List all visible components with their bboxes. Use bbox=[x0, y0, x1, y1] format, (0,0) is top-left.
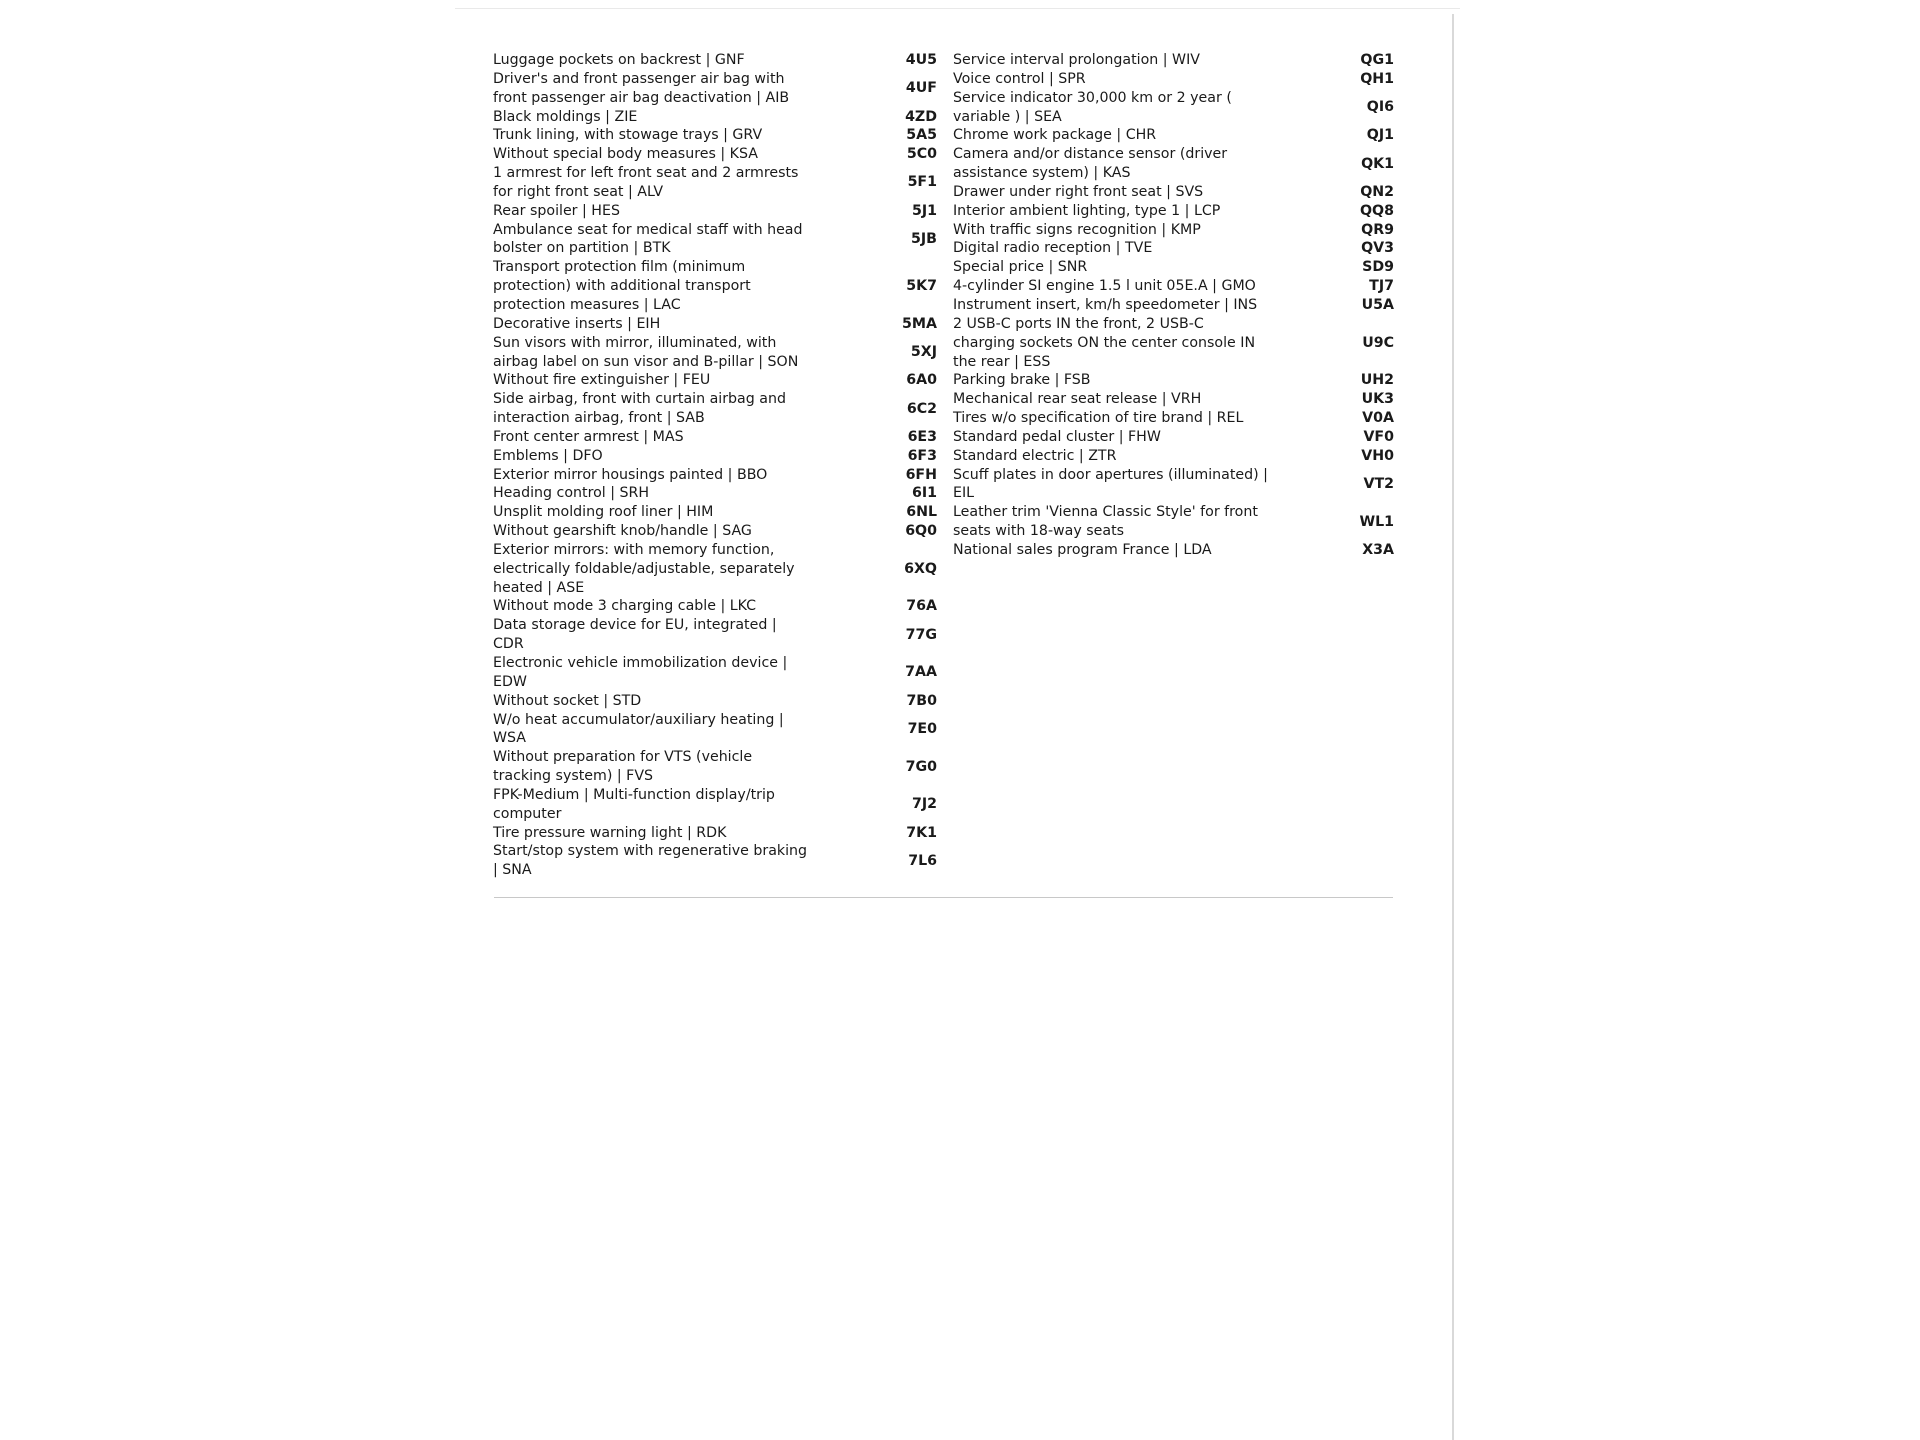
equipment-row bbox=[953, 315, 1394, 372]
option-description: 1 armrest for left front seat and 2 armrests for right front seat | ALV bbox=[493, 165, 799, 200]
option-description: Parking brake | FSB bbox=[953, 372, 1091, 389]
equipment-row bbox=[493, 221, 937, 259]
option-code: 5A5 bbox=[906, 127, 937, 144]
equipment-row bbox=[493, 503, 937, 522]
equipment-row bbox=[953, 51, 1394, 70]
equipment-row bbox=[493, 786, 937, 824]
option-code: VT2 bbox=[1363, 475, 1394, 492]
option-description: Side airbag, front with curtain airbag and interaction airbag, front | SAB bbox=[493, 391, 786, 427]
equipment-row bbox=[953, 126, 1394, 145]
option-description: Black moldings | ZIE bbox=[493, 108, 638, 125]
option-description: Voice control | SPR bbox=[953, 70, 1086, 87]
option-description: Mechanical rear seat release | VRH bbox=[953, 391, 1202, 408]
option-code: QH1 bbox=[1360, 70, 1394, 87]
option-description: Heading control | SRH bbox=[493, 485, 650, 502]
equipment-row bbox=[493, 654, 937, 692]
option-description: Interior ambient lighting, type 1 | LCP bbox=[953, 202, 1221, 219]
option-code: QV3 bbox=[1361, 240, 1394, 257]
option-code: 6C2 bbox=[906, 400, 937, 417]
equipment-list-right bbox=[953, 51, 1394, 560]
option-description: Camera and/or distance sensor (driver assistance system) | KAS bbox=[953, 146, 1228, 182]
option-code: 6Q0 bbox=[905, 523, 937, 540]
option-code: 7J2 bbox=[911, 796, 937, 813]
equipment-row bbox=[953, 183, 1394, 202]
option-description: Without mode 3 charging cable | LKC bbox=[493, 598, 757, 615]
equipment-row bbox=[953, 202, 1394, 221]
equipment-row bbox=[493, 428, 937, 447]
equipment-row bbox=[493, 126, 937, 145]
option-description: Unsplit molding roof liner | HIM bbox=[493, 504, 714, 521]
equipment-row bbox=[953, 428, 1394, 447]
option-code: 7E0 bbox=[907, 720, 937, 737]
option-code: QG1 bbox=[1360, 52, 1394, 68]
equipment-row bbox=[953, 70, 1394, 89]
equipment-row bbox=[493, 597, 937, 616]
option-code: 7K1 bbox=[906, 824, 937, 841]
option-code: WL1 bbox=[1359, 513, 1394, 530]
option-description: Chrome work package | CHR bbox=[953, 127, 1157, 144]
option-description: Scuff plates in door apertures (illuminated) | EIL bbox=[953, 466, 1268, 502]
equipment-row bbox=[493, 541, 937, 598]
option-description: Tires w/o specification of tire brand | REL bbox=[953, 410, 1244, 427]
page-top-edge bbox=[455, 8, 1460, 9]
option-code: QJ1 bbox=[1366, 127, 1394, 144]
option-description: Without preparation for VTS (vehicle tracking system) | FVS bbox=[493, 749, 753, 785]
option-description: Without socket | STD bbox=[493, 692, 642, 709]
equipment-row bbox=[493, 692, 937, 711]
option-description: Ambulance seat for medical staff with head bolster on partition | BTK bbox=[493, 221, 803, 257]
option-description: Without fire extinguisher | FEU bbox=[493, 372, 711, 389]
option-code: 6NL bbox=[906, 504, 937, 521]
equipment-row bbox=[493, 202, 937, 221]
option-code: 7L6 bbox=[908, 852, 937, 869]
option-code: U9C bbox=[1362, 334, 1394, 351]
equipment-row bbox=[493, 711, 937, 749]
option-description: Service indicator 30,000 km or 2 year ( variable ) | SEA bbox=[953, 89, 1232, 125]
option-description: Sun visors with mirror, illuminated, with airbag label on sun visor and B-pillar | SON bbox=[493, 334, 799, 370]
option-description: Decorative inserts | EIH bbox=[493, 315, 661, 332]
option-description: Special price | SNR bbox=[953, 259, 1088, 276]
equipment-row bbox=[493, 315, 937, 334]
option-code: 5J1 bbox=[911, 202, 937, 219]
option-code: V0A bbox=[1362, 410, 1394, 427]
equipment-row bbox=[953, 296, 1394, 315]
equipment-list-left bbox=[493, 51, 937, 880]
equipment-row bbox=[493, 484, 937, 503]
option-code: 7AA bbox=[905, 664, 937, 681]
equipment-row bbox=[493, 842, 937, 880]
option-code: QR9 bbox=[1361, 221, 1394, 238]
equipment-row bbox=[953, 239, 1394, 258]
option-description: W/o heat accumulator/auxiliary heating | WSA bbox=[493, 711, 784, 747]
option-code: 6F3 bbox=[907, 447, 937, 464]
equipment-row bbox=[953, 390, 1394, 409]
option-description: FPK-Medium | Multi-function display/trip computer bbox=[493, 786, 775, 822]
equipment-row bbox=[493, 824, 937, 843]
option-code: U5A bbox=[1361, 296, 1394, 313]
option-code: UH2 bbox=[1360, 372, 1394, 389]
option-code: 4UF bbox=[905, 80, 937, 97]
option-description: Without special body measures | KSA bbox=[493, 146, 758, 163]
option-description: Trunk lining, with stowage trays | GRV bbox=[493, 127, 763, 144]
equipment-row bbox=[953, 221, 1394, 240]
option-code: 4ZD bbox=[905, 108, 937, 125]
option-code: QQ8 bbox=[1360, 202, 1394, 219]
option-code: 6FH bbox=[905, 466, 937, 483]
equipment-row bbox=[493, 616, 937, 654]
option-description: Driver's and front passenger air bag with front passenger air bag deactivation | AIB bbox=[493, 70, 790, 106]
option-description: Luggage pockets on backrest | GNF bbox=[493, 52, 745, 68]
equipment-row bbox=[953, 145, 1394, 183]
equipment-row bbox=[953, 466, 1394, 504]
equipment-row bbox=[493, 748, 937, 786]
option-code: UK3 bbox=[1361, 391, 1394, 408]
option-description: Exterior mirror housings painted | BBO bbox=[493, 466, 768, 483]
option-code: X3A bbox=[1362, 541, 1394, 558]
option-description: Front center armrest | MAS bbox=[493, 428, 684, 445]
option-code: 5F1 bbox=[907, 174, 937, 191]
option-description: 4-cylinder SI engine 1.5 l unit 05E.A | GMO bbox=[953, 278, 1256, 295]
equipment-row bbox=[493, 258, 937, 315]
equipment-row bbox=[953, 409, 1394, 428]
option-description: With traffic signs recognition | KMP bbox=[953, 221, 1201, 238]
option-code: 6A0 bbox=[906, 372, 937, 389]
equipment-row bbox=[493, 466, 937, 485]
equipment-row bbox=[493, 145, 937, 164]
equipment-row bbox=[493, 371, 937, 390]
option-code: QI6 bbox=[1366, 99, 1394, 116]
option-code: 4U5 bbox=[905, 52, 937, 68]
option-code: QK1 bbox=[1361, 155, 1394, 172]
equipment-row bbox=[493, 447, 937, 466]
equipment-row bbox=[953, 371, 1394, 390]
option-code: 6I1 bbox=[911, 485, 937, 502]
equipment-row bbox=[493, 164, 937, 202]
option-description: Standard pedal cluster | FHW bbox=[953, 428, 1161, 445]
equipment-row bbox=[953, 89, 1394, 127]
equipment-row bbox=[493, 334, 937, 372]
option-description: Transport protection film (minimum protection) with additional transport protection measures | LAC bbox=[493, 259, 751, 313]
option-description: Standard electric | ZTR bbox=[953, 447, 1117, 464]
option-description: Instrument insert, km/h speedometer | INS bbox=[953, 296, 1258, 313]
option-description: Digital radio reception | TVE bbox=[953, 240, 1153, 257]
equipment-row bbox=[493, 51, 937, 70]
equipment-row bbox=[953, 541, 1394, 560]
option-code: SD9 bbox=[1362, 259, 1394, 276]
option-code: QN2 bbox=[1360, 183, 1394, 200]
option-description: Start/stop system with regenerative braking | SNA bbox=[493, 843, 808, 879]
divider-rule bbox=[494, 897, 1393, 898]
option-description: Exterior mirrors: with memory function, electrically foldable/adjustable, separately heated | ASE bbox=[493, 541, 795, 596]
option-description: 2 USB-C ports IN the front, 2 USB-C charging sockets ON the center console IN the rear | ESS bbox=[953, 315, 1256, 370]
equipment-row bbox=[953, 447, 1394, 466]
option-code: VH0 bbox=[1361, 447, 1394, 464]
option-code: 5MA bbox=[902, 315, 937, 332]
option-description: Emblems | DFO bbox=[493, 447, 603, 464]
option-code: 7G0 bbox=[905, 758, 937, 775]
option-description: Tire pressure warning light | RDK bbox=[493, 824, 727, 841]
option-description: Service interval prolongation | WIV bbox=[953, 52, 1200, 68]
option-description: Data storage device for EU, integrated | CDR bbox=[493, 617, 777, 653]
option-code: 6XQ bbox=[904, 560, 937, 577]
option-description: Leather trim 'Vienna Classic Style' for front seats with 18-way seats bbox=[953, 504, 1258, 540]
option-description: Without gearshift knob/handle | SAG bbox=[493, 523, 752, 540]
page-right-edge bbox=[1452, 14, 1454, 1440]
option-code: 6E3 bbox=[907, 428, 937, 445]
option-code: TJ7 bbox=[1369, 278, 1394, 295]
option-description: Drawer under right front seat | SVS bbox=[953, 183, 1204, 200]
option-description: National sales program France | LDA bbox=[953, 541, 1212, 558]
equipment-row bbox=[953, 277, 1394, 296]
option-code: VF0 bbox=[1363, 428, 1394, 445]
option-code: 5XJ bbox=[910, 344, 937, 361]
option-code: 7B0 bbox=[906, 692, 937, 709]
equipment-row bbox=[493, 390, 937, 428]
equipment-row bbox=[953, 258, 1394, 277]
equipment-row bbox=[493, 522, 937, 541]
option-code: 76A bbox=[906, 598, 937, 615]
option-code: 5C0 bbox=[906, 146, 937, 163]
option-code: 77G bbox=[905, 626, 937, 643]
option-code: 5JB bbox=[911, 231, 937, 248]
equipment-row bbox=[493, 70, 937, 108]
equipment-row bbox=[953, 503, 1394, 541]
equipment-row bbox=[493, 108, 937, 127]
option-description: Rear spoiler | HES bbox=[493, 202, 620, 219]
option-description: Electronic vehicle immobilization device | EDW bbox=[493, 655, 788, 690]
option-code: 5K7 bbox=[906, 278, 937, 295]
